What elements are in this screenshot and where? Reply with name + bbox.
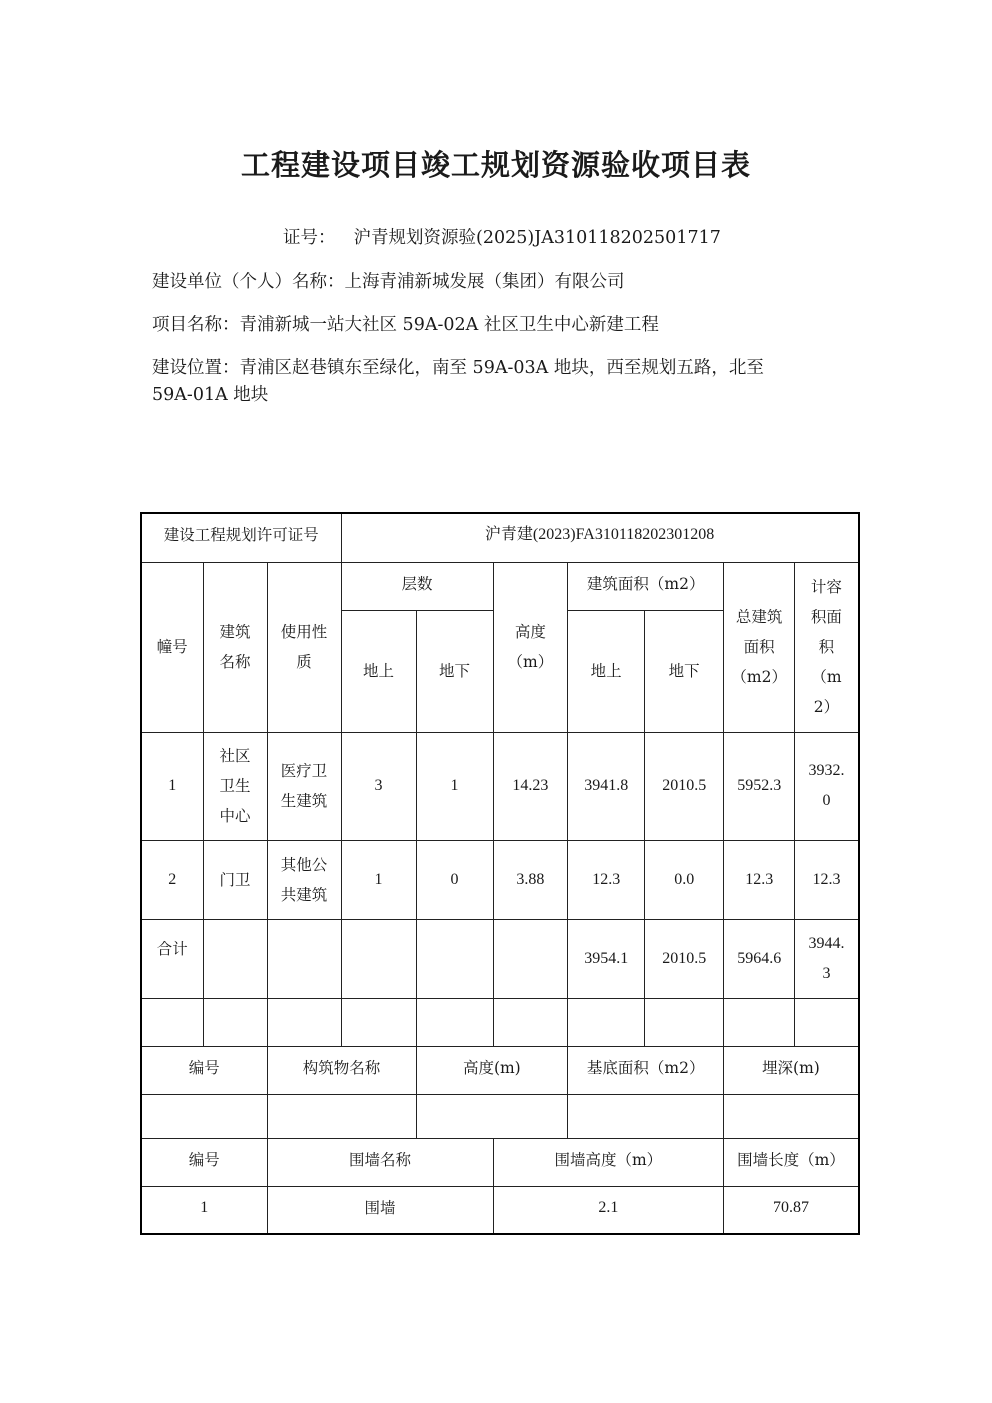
- structures-header-row: [141, 1046, 859, 1094]
- header-usage: 使用性质: [267, 562, 341, 732]
- builder-label: 建设单位（个人）名称：: [152, 272, 345, 292]
- header-row-1: [141, 562, 859, 610]
- project-line: [152, 311, 659, 336]
- cell-no: 2: [141, 840, 203, 919]
- header-floors-below: 地下: [416, 610, 493, 732]
- cell-usage: 医疗卫生建筑: [267, 732, 341, 840]
- total-total-area: 5964.6: [724, 919, 795, 998]
- structures-header-depth: 埋深(m): [724, 1046, 859, 1094]
- structures-header-no: 编号: [141, 1046, 267, 1094]
- header-floors-above: 地上: [341, 610, 416, 732]
- cell-area-below: 0.0: [645, 840, 724, 919]
- permit-row: [141, 513, 859, 562]
- total-area-above: 3954.1: [568, 919, 645, 998]
- builder-value: 上海青浦新城发展（集团）有限公司: [344, 272, 625, 292]
- project-label: 项目名称：: [152, 315, 240, 335]
- location-line-2: 59A-01A 地块: [152, 385, 269, 405]
- header-area-above: 地上: [568, 610, 645, 732]
- cell-total-area: 12.3: [724, 840, 795, 919]
- structures-header-height: 高度(m): [416, 1046, 568, 1094]
- cell-far-area: 3932.0: [795, 732, 859, 840]
- header-far-area: 计容积面积（m2）: [795, 562, 859, 732]
- cell-area-above: 3941.8: [568, 732, 645, 840]
- location-line: [152, 354, 764, 379]
- acceptance-table: [140, 512, 860, 1235]
- walls-header-no: 编号: [141, 1138, 267, 1186]
- total-far-area: 3944.3: [795, 919, 859, 998]
- builder-line: [152, 268, 625, 293]
- walls-header-row: [141, 1138, 859, 1186]
- wall-name: 围墙: [267, 1186, 493, 1234]
- cell-floors-above: 1: [341, 840, 416, 919]
- walls-header-height: 围墙高度（m）: [493, 1138, 724, 1186]
- header-area: 建筑面积（m2）: [568, 562, 724, 610]
- cell-floors-below: 1: [416, 732, 493, 840]
- wall-height: 2.1: [493, 1186, 724, 1234]
- structures-header-name: 构筑物名称: [267, 1046, 416, 1094]
- cell-area-above: 12.3: [568, 840, 645, 919]
- cell-height: 3.88: [493, 840, 568, 919]
- walls-header-length: 围墙长度（m）: [724, 1138, 859, 1186]
- certificate-line: [283, 224, 721, 249]
- header-total-area: 总建筑面积（m2）: [724, 562, 795, 732]
- structures-empty-row: [141, 1094, 859, 1138]
- location-value: 青浦区赵巷镇东至绿化，南至 59A-03A 地块，西至规划五路，北至: [239, 358, 764, 378]
- cell-area-below: 2010.5: [645, 732, 724, 840]
- header-area-below: 地下: [645, 610, 724, 732]
- certificate-value: 沪青规划资源验(2025)JA310118202501717: [353, 228, 721, 248]
- header-floors: 层数: [341, 562, 493, 610]
- cell-floors-below: 0: [416, 840, 493, 919]
- header-building-name: 建筑名称: [203, 562, 267, 732]
- wall-row: [141, 1186, 859, 1234]
- permit-value: 沪青建(2023)FA310118202301208: [341, 513, 859, 562]
- table-row: [141, 840, 859, 919]
- cell-height: 14.23: [493, 732, 568, 840]
- cell-far-area: 12.3: [795, 840, 859, 919]
- structures-header-base-area: 基底面积（m2）: [568, 1046, 724, 1094]
- walls-header-name: 围墙名称: [267, 1138, 493, 1186]
- cell-floors-above: 3: [341, 732, 416, 840]
- header-building-no: 幢号: [141, 562, 203, 732]
- cell-usage: 其他公共建筑: [267, 840, 341, 919]
- total-row: [141, 919, 859, 998]
- cell-name: 社区卫生中心: [203, 732, 267, 840]
- page-title: 工程建设项目竣工规划资源验收项目表: [240, 148, 751, 182]
- wall-length: 70.87: [724, 1186, 859, 1234]
- wall-no: 1: [141, 1186, 267, 1234]
- cell-total-area: 5952.3: [724, 732, 795, 840]
- certificate-label: 证号：: [283, 228, 336, 248]
- header-height: 高度（m）: [493, 562, 568, 732]
- project-value: 青浦新城一站大社区 59A-02A 社区卫生中心新建工程: [239, 315, 659, 335]
- cell-no: 1: [141, 732, 203, 840]
- permit-label: 建设工程规划许可证号: [141, 513, 341, 562]
- cell-name: 门卫: [203, 840, 267, 919]
- empty-row: [141, 998, 859, 1046]
- total-label: 合计: [141, 919, 203, 998]
- table-row: [141, 732, 859, 840]
- location-label: 建设位置：: [152, 358, 240, 378]
- total-area-below: 2010.5: [645, 919, 724, 998]
